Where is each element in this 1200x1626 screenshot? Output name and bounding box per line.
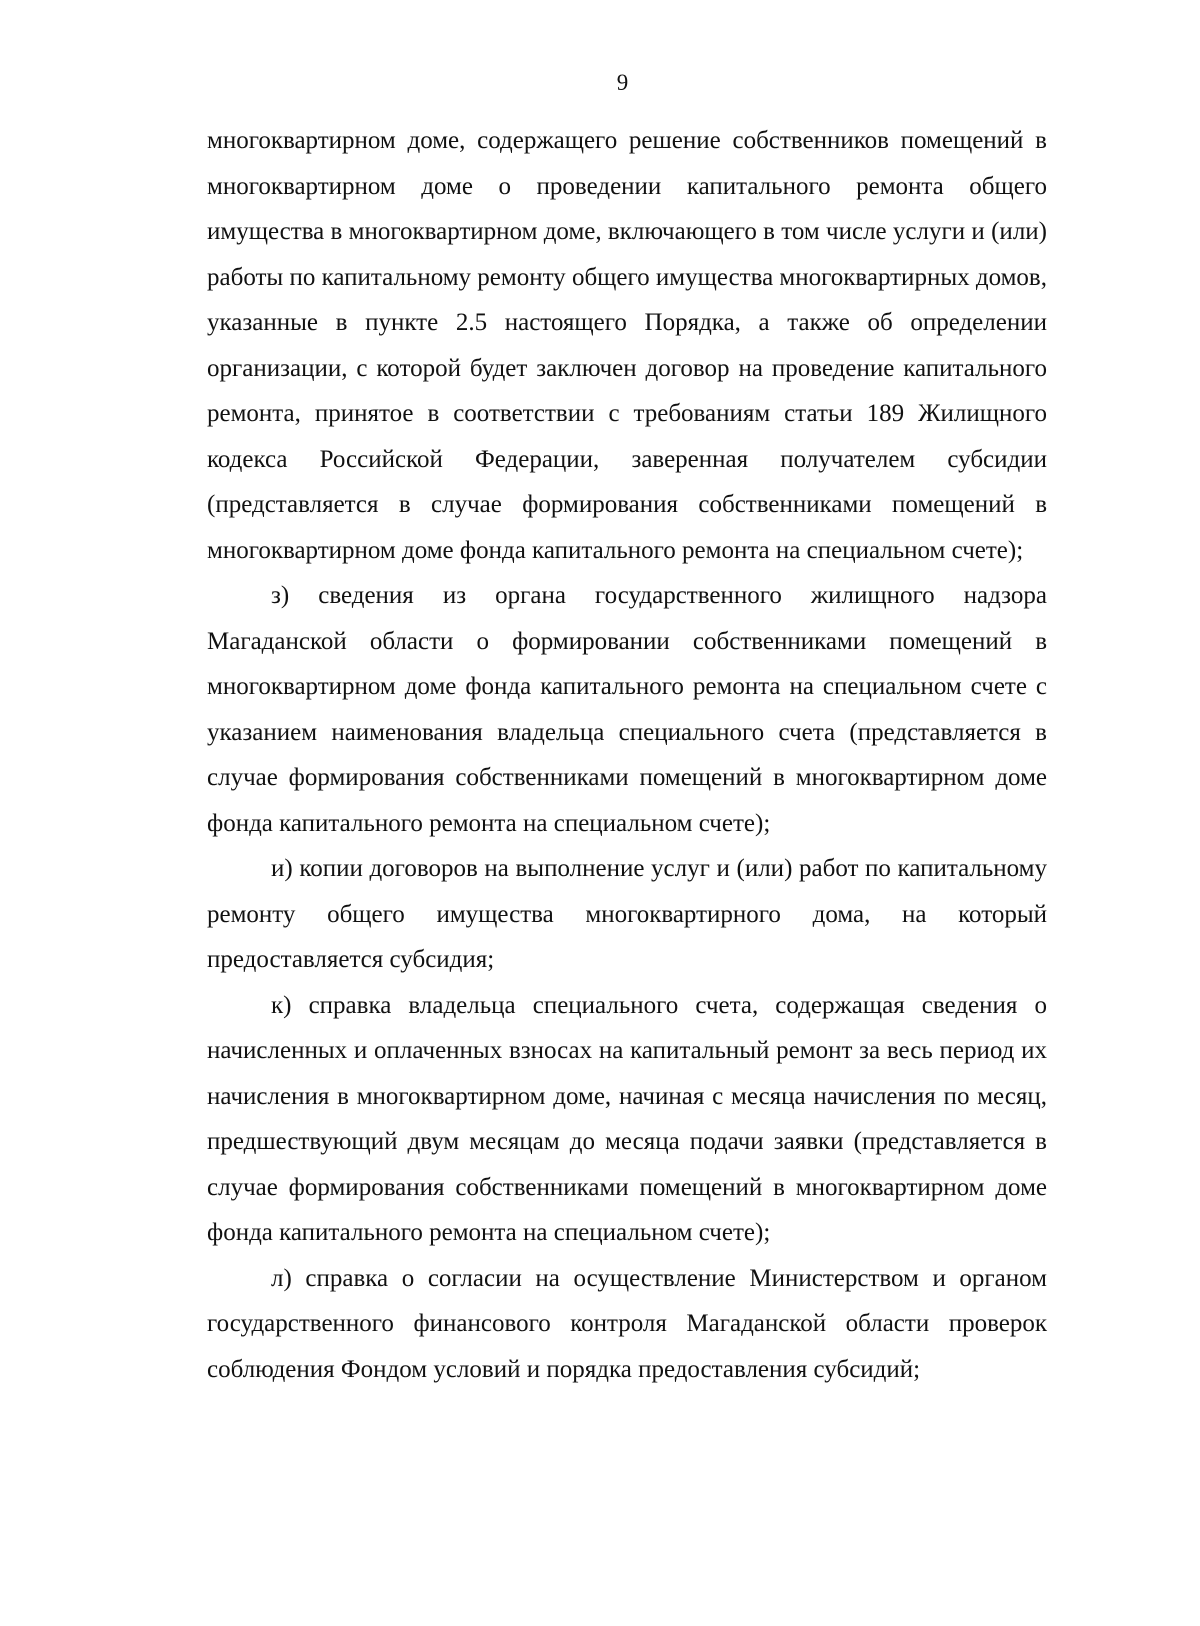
paragraph-continuation: многоквартирном доме, содержащего решение собственников помещений в многоквартирном доме о проведении капитального ремонта общего имущества в многоквартирном доме, включающего в том числе услуги и (или) работы по капитальному ремонту общего имущества многоквартирных домов, указанные в пункте 2.5 настоящего Порядка, а также об определении организации, с которой будет заключен договор на проведение капитального ремонта, принятое в соответствии с требованиям статьи 189 Жилищного кодекса Российской Федерации, заверенная получателем субсидии (представляется в случае формирования собственниками помещений в многоквартирном доме фонда капитального ремонта на специальном счете); [207,127,1047,564]
paragraph-item-l: л) справка о согласии на осуществление Министерством и органом государственного финансового контроля Магаданской области проверок соблюдения Фондом условий и порядка предоставления субсидий; [207,1264,1047,1383]
document-body [207,118,1047,1392]
page-number: 9 [616,70,629,95]
paragraph-item-i: и) копии договоров на выполнение услуг и (или) работ по капитальному ремонту общего имущества многоквартирного дома, на который предоставляется субсидия; [207,855,1047,973]
paragraph-item-z: з) сведения из органа государственного жилищного надзора Магаданской области о формировании собственниками помещений в многоквартирном доме фонда капитального ремонта на специальном счете с указанием наименования владельца специального счета (представляется в случае формирования собственниками помещений в многоквартирном доме фонда капитального ремонта на специальном счете); [207,582,1047,837]
paragraph-item-k: к) справка владельца специального счета, содержащая сведения о начисленных и оплаченных взносах на капитальный ремонт за весь период их начисления в многоквартирном доме, начиная с месяца начисления по месяц, предшествующий двум месяцам до месяца подачи заявки (представляется в случае формирования собственниками помещений в многоквартирном доме фонда капитального ремонта на специальном счете); [207,991,1047,1246]
